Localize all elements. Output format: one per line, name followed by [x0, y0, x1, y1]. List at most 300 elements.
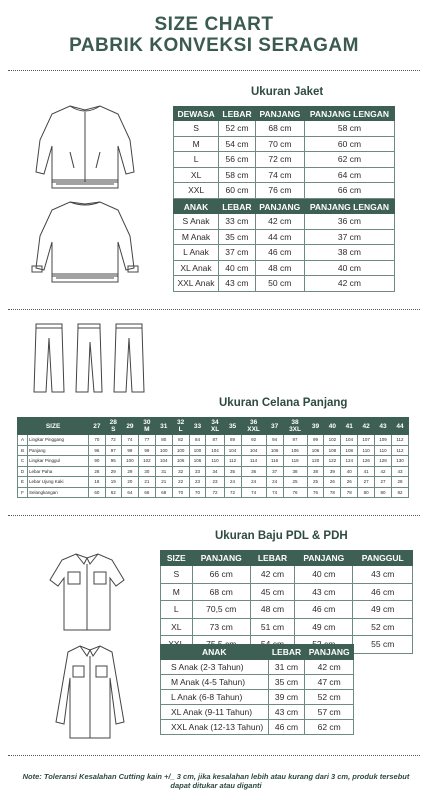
- table-row: [174, 214, 395, 230]
- size-number: 29: [126, 422, 134, 430]
- row-label: Panjang: [28, 445, 89, 456]
- size-cell: XL: [174, 167, 219, 183]
- value-cell: 66 cm: [304, 183, 394, 199]
- column-header: DEWASA: [174, 107, 219, 121]
- value-cell: 41: [358, 466, 375, 477]
- value-cell: 27: [358, 477, 375, 488]
- value-cell: 94: [266, 435, 283, 446]
- value-cell: 72: [224, 487, 241, 498]
- value-cell: 42 cm: [305, 660, 354, 675]
- value-cell: 99: [307, 435, 324, 446]
- size-cell: S: [174, 121, 219, 137]
- value-cell: 35 cm: [218, 229, 255, 245]
- value-cell: 66 cm: [192, 566, 250, 584]
- value-cell: 106: [189, 456, 206, 467]
- size-column-header: [155, 418, 172, 435]
- value-cell: 104: [155, 456, 172, 467]
- value-cell: 104: [206, 445, 224, 456]
- size-number: 27: [93, 422, 101, 430]
- value-cell: 29: [121, 466, 138, 477]
- size-number: 30: [143, 419, 151, 426]
- column-header: ANAK: [174, 200, 219, 214]
- size-cell: M: [161, 583, 193, 601]
- value-cell: 106: [283, 445, 307, 456]
- size-number: 31: [160, 422, 168, 430]
- value-cell: 31 cm: [268, 660, 305, 675]
- column-header: PANJANG LENGAN: [304, 107, 394, 121]
- value-cell: 49 cm: [295, 618, 353, 636]
- table-row: [18, 435, 409, 446]
- value-cell: 99: [138, 445, 155, 456]
- table-header-row: [174, 107, 395, 121]
- column-header: PANJANG: [295, 551, 353, 566]
- value-cell: 95: [105, 456, 121, 467]
- size-letter: S: [111, 426, 116, 433]
- value-cell: 60: [89, 487, 105, 498]
- table-row: [18, 487, 409, 498]
- size-column-header: [307, 418, 324, 435]
- value-cell: 112: [391, 435, 408, 446]
- column-header: LEBAR: [268, 645, 305, 660]
- value-cell: 48 cm: [255, 260, 304, 276]
- value-cell: 114: [241, 456, 266, 467]
- value-cell: 40 cm: [304, 260, 394, 276]
- value-cell: 74: [266, 487, 283, 498]
- value-cell: 37 cm: [218, 245, 255, 261]
- value-cell: 64: [121, 487, 138, 498]
- jacket-back-illustration: [30, 196, 140, 288]
- size-cell: M Anak (4-5 Tahun): [161, 675, 269, 690]
- value-cell: 74: [121, 435, 138, 446]
- value-cell: 112: [224, 456, 241, 467]
- size-column-header: [341, 418, 358, 435]
- value-cell: 58 cm: [219, 167, 256, 183]
- size-cell: S Anak (2-3 Tahun): [161, 660, 269, 675]
- value-cell: 97: [105, 445, 121, 456]
- value-cell: 25: [307, 477, 324, 488]
- size-column-header: [121, 418, 138, 435]
- value-cell: 43 cm: [268, 705, 305, 720]
- value-cell: 48 cm: [250, 601, 294, 619]
- value-cell: 36 cm: [304, 214, 394, 230]
- value-cell: 23: [206, 477, 224, 488]
- size-cell: L Anak (6-8 Tahun): [161, 690, 269, 705]
- value-cell: 37: [266, 466, 283, 477]
- jacket-front-illustration: [30, 100, 140, 192]
- value-cell: 72 cm: [255, 152, 304, 168]
- size-cell: XXL Anak (12-13 Tahun): [161, 720, 269, 735]
- column-header: LEBAR: [250, 551, 294, 566]
- divider: [8, 755, 420, 756]
- row-id: A: [18, 435, 28, 446]
- value-cell: 100: [155, 445, 172, 456]
- table-row: [174, 167, 395, 183]
- value-cell: 23: [189, 477, 206, 488]
- table-row: [174, 229, 395, 245]
- value-cell: 80: [358, 487, 375, 498]
- value-cell: 22: [172, 477, 189, 488]
- value-cell: 25: [283, 477, 307, 488]
- value-cell: 89: [224, 435, 241, 446]
- value-cell: 58 cm: [304, 121, 394, 137]
- value-cell: 34: [206, 466, 224, 477]
- size-number: 39: [311, 422, 320, 430]
- size-number: 37: [270, 422, 279, 430]
- row-label: Lebar Paha: [28, 466, 89, 477]
- value-cell: 46 cm: [268, 720, 305, 735]
- table-row: [161, 660, 354, 675]
- value-cell: 102: [324, 435, 341, 446]
- value-cell: 116: [266, 456, 283, 467]
- value-cell: 70,5 cm: [192, 601, 250, 619]
- value-cell: 40 cm: [218, 260, 255, 276]
- value-cell: 62: [105, 487, 121, 498]
- value-cell: 97: [283, 435, 307, 446]
- value-cell: 42 cm: [250, 566, 294, 584]
- table-row: [161, 720, 354, 735]
- value-cell: 128: [375, 456, 392, 467]
- size-cell: L Anak: [174, 245, 219, 261]
- table-row: [161, 566, 413, 584]
- divider: [8, 309, 420, 310]
- size-cell: S Anak: [174, 214, 219, 230]
- size-column-header: [324, 418, 341, 435]
- value-cell: 38: [307, 466, 324, 477]
- value-cell: 76: [283, 487, 307, 498]
- size-column-header: [358, 418, 375, 435]
- column-header: PANJANG: [305, 645, 354, 660]
- value-cell: 126: [358, 456, 375, 467]
- value-cell: 118: [283, 456, 307, 467]
- value-cell: 43 cm: [353, 566, 413, 584]
- value-cell: 40 cm: [295, 566, 353, 584]
- table-row: [174, 136, 395, 152]
- value-cell: 120: [307, 456, 324, 467]
- value-cell: 74 cm: [255, 167, 304, 183]
- value-cell: 43: [391, 466, 408, 477]
- column-header: PANJANG LENGAN: [304, 200, 394, 214]
- value-cell: 84: [189, 435, 206, 446]
- column-header: LEBAR: [219, 107, 256, 121]
- size-column-header: [206, 418, 224, 435]
- table-row: [161, 705, 354, 720]
- value-cell: 73 cm: [192, 618, 250, 636]
- row-label: Lingkar Pinggang: [28, 435, 89, 446]
- table-header-row: [161, 551, 413, 566]
- column-header: PANJANG: [255, 200, 304, 214]
- value-cell: 110: [206, 456, 224, 467]
- size-cell: XXL Anak: [174, 276, 219, 292]
- column-header: PANJANG: [255, 107, 304, 121]
- value-cell: 28: [89, 466, 105, 477]
- value-cell: 18: [89, 477, 105, 488]
- value-cell: 31: [155, 466, 172, 477]
- value-cell: 82: [172, 435, 189, 446]
- value-cell: 82: [391, 487, 408, 498]
- column-header: SIZE: [161, 551, 193, 566]
- value-cell: 107: [358, 435, 375, 446]
- value-cell: 26: [341, 477, 358, 488]
- table-row: [161, 583, 413, 601]
- pants-illustration: [28, 322, 148, 394]
- size-number: 43: [379, 422, 387, 430]
- value-cell: 100: [121, 456, 138, 467]
- value-cell: 96: [89, 445, 105, 456]
- value-cell: 104: [341, 435, 358, 446]
- value-cell: 39: [324, 466, 341, 477]
- value-cell: 45 cm: [250, 583, 294, 601]
- pdl-adult-table: [160, 550, 413, 654]
- value-cell: 78: [341, 487, 358, 498]
- size-number: 34: [211, 419, 219, 426]
- value-cell: 54 cm: [219, 136, 256, 152]
- value-cell: 38 cm: [304, 245, 394, 261]
- value-cell: 106: [172, 456, 189, 467]
- value-cell: 32: [172, 466, 189, 477]
- value-cell: 102: [138, 456, 155, 467]
- size-column-header: [172, 418, 189, 435]
- size-number: 41: [345, 422, 353, 430]
- column-header: PANGGUL: [353, 551, 413, 566]
- value-cell: 29: [105, 466, 121, 477]
- size-letter: L: [178, 426, 183, 433]
- size-cell: XXL: [174, 183, 219, 199]
- page-title: SIZE CHART: [154, 14, 274, 35]
- shirt-short-sleeve-illustration: [48, 550, 126, 632]
- value-cell: 56 cm: [219, 152, 256, 168]
- size-number: 32: [176, 419, 185, 426]
- size-column-header: [189, 418, 206, 435]
- table-row: [174, 121, 395, 137]
- size-number: 33: [193, 422, 202, 430]
- value-cell: 72: [206, 487, 224, 498]
- table-row: [174, 183, 395, 199]
- row-id: B: [18, 445, 28, 456]
- table-row: [174, 260, 395, 276]
- value-cell: 42 cm: [304, 276, 394, 292]
- size-number: 40: [328, 422, 336, 430]
- value-cell: 40: [341, 466, 358, 477]
- value-cell: 26: [324, 477, 341, 488]
- value-cell: 78: [324, 487, 341, 498]
- value-cell: 46 cm: [353, 583, 413, 601]
- value-cell: 62 cm: [304, 152, 394, 168]
- pants-size-table: [17, 417, 409, 498]
- value-cell: 64 cm: [304, 167, 394, 183]
- value-cell: 21: [155, 477, 172, 488]
- size-number: 28: [109, 419, 117, 426]
- value-cell: 46 cm: [295, 601, 353, 619]
- value-cell: 52 cm: [305, 690, 354, 705]
- value-cell: 50 cm: [255, 276, 304, 292]
- value-cell: 38: [283, 466, 307, 477]
- value-cell: 55 cm: [353, 636, 413, 654]
- size-column-header: [138, 418, 155, 435]
- value-cell: 110: [375, 445, 392, 456]
- size-cell: XL Anak (9-11 Tahun): [161, 705, 269, 720]
- value-cell: 108: [324, 445, 341, 456]
- value-cell: 106: [307, 445, 324, 456]
- page-subtitle: PABRIK KONVEKSI SERAGAM: [69, 35, 359, 56]
- divider: [8, 515, 420, 516]
- value-cell: 72: [105, 435, 121, 446]
- size-column-header: [391, 418, 408, 435]
- size-number: 42: [362, 422, 370, 430]
- column-header: ANAK: [161, 645, 269, 660]
- size-column-header: [283, 418, 307, 435]
- value-cell: 68: [155, 487, 172, 498]
- jacket-adult-table: [173, 106, 395, 199]
- value-cell: 98: [121, 445, 138, 456]
- value-cell: 70: [89, 435, 105, 446]
- value-cell: 74: [241, 487, 266, 498]
- table-row: [174, 245, 395, 261]
- divider: [8, 70, 420, 71]
- value-cell: 109: [375, 435, 392, 446]
- table-row: [18, 466, 409, 477]
- table-row: [174, 152, 395, 168]
- value-cell: 20: [121, 477, 138, 488]
- size-letter: 3XL: [289, 426, 301, 433]
- value-cell: 36: [241, 466, 266, 477]
- size-column-header: [266, 418, 283, 435]
- pdl-kids-table: [160, 644, 354, 735]
- size-cell: M: [174, 136, 219, 152]
- table-row: [161, 690, 354, 705]
- value-cell: 28: [391, 477, 408, 488]
- row-label: Selangkangan: [28, 487, 89, 498]
- tolerance-note: Note: Toleransi Kesalahan Cutting kain +/_ 3 cm, jika kesalahan lebih atau kurang dari 3 cm, produk tersebut dapat ditukar atau diganti: [22, 772, 410, 790]
- row-id: C: [18, 456, 28, 467]
- value-cell: 42 cm: [255, 214, 304, 230]
- value-cell: 70: [189, 487, 206, 498]
- table-row: [174, 276, 395, 292]
- value-cell: 77: [138, 435, 155, 446]
- value-cell: 42: [375, 466, 392, 477]
- value-cell: 92: [241, 435, 266, 446]
- value-cell: 68 cm: [255, 121, 304, 137]
- value-cell: 37 cm: [304, 229, 394, 245]
- value-cell: 52 cm: [219, 121, 256, 137]
- size-number: 36: [249, 419, 258, 426]
- size-letter: XL: [210, 426, 220, 433]
- size-cell: L: [161, 601, 193, 619]
- value-cell: 19: [105, 477, 121, 488]
- value-cell: 104: [241, 445, 266, 456]
- value-cell: 35 cm: [268, 675, 305, 690]
- value-cell: 30: [138, 466, 155, 477]
- size-column-header: [375, 418, 392, 435]
- size-column-header: [224, 418, 241, 435]
- value-cell: 33: [189, 466, 206, 477]
- value-cell: 60 cm: [304, 136, 394, 152]
- value-cell: 76: [307, 487, 324, 498]
- size-number: 38: [291, 419, 299, 426]
- size-cell: L: [174, 152, 219, 168]
- pdl-section-title: Ukuran Baju PDL & PDH: [215, 530, 348, 542]
- size-cell: M Anak: [174, 229, 219, 245]
- value-cell: 112: [391, 445, 408, 456]
- column-header: SIZE: [18, 418, 89, 435]
- size-letter: M: [144, 426, 150, 433]
- size-column-header: [105, 418, 121, 435]
- table-row: [161, 618, 413, 636]
- table-row: [18, 456, 409, 467]
- value-cell: 70: [172, 487, 189, 498]
- table-row: [161, 601, 413, 619]
- value-cell: 87: [206, 435, 224, 446]
- jacket-kids-table: [173, 199, 395, 292]
- value-cell: 130: [391, 456, 408, 467]
- row-id: F: [18, 487, 28, 498]
- size-cell: S: [161, 566, 193, 584]
- value-cell: 46 cm: [255, 245, 304, 261]
- value-cell: 39 cm: [268, 690, 305, 705]
- pants-section-title: Ukuran Celana Panjang: [219, 397, 348, 409]
- table-row: [18, 477, 409, 488]
- value-cell: 104: [224, 445, 241, 456]
- value-cell: 24: [266, 477, 283, 488]
- row-label: Lebar Ujung Kaki: [28, 477, 89, 488]
- size-cell: XL: [161, 618, 193, 636]
- size-number: 35: [228, 422, 237, 430]
- value-cell: 122: [324, 456, 341, 467]
- value-cell: 100: [172, 445, 189, 456]
- row-id: E: [18, 477, 28, 488]
- size-column-header: [89, 418, 105, 435]
- value-cell: 51 cm: [250, 618, 294, 636]
- value-cell: 70 cm: [255, 136, 304, 152]
- value-cell: 80: [375, 487, 392, 498]
- table-row: [18, 445, 409, 456]
- size-cell: XL Anak: [174, 260, 219, 276]
- value-cell: 35: [224, 466, 241, 477]
- value-cell: 124: [341, 456, 358, 467]
- value-cell: 108: [341, 445, 358, 456]
- table-header-row: [174, 200, 395, 214]
- value-cell: 43 cm: [218, 276, 255, 292]
- value-cell: 57 cm: [305, 705, 354, 720]
- value-cell: 43 cm: [295, 583, 353, 601]
- value-cell: 68 cm: [192, 583, 250, 601]
- value-cell: 52 cm: [353, 618, 413, 636]
- value-cell: 76 cm: [255, 183, 304, 199]
- value-cell: 60 cm: [219, 183, 256, 199]
- value-cell: 62 cm: [305, 720, 354, 735]
- column-header: PANJANG: [192, 551, 250, 566]
- size-column-header: [241, 418, 266, 435]
- table-row: [161, 675, 354, 690]
- shirt-long-sleeve-illustration: [50, 642, 130, 742]
- value-cell: 106: [266, 445, 283, 456]
- value-cell: 49 cm: [353, 601, 413, 619]
- value-cell: 90: [89, 456, 105, 467]
- column-header: LEBAR: [218, 200, 255, 214]
- size-number: 44: [396, 422, 404, 430]
- value-cell: 24: [241, 477, 266, 488]
- value-cell: 80: [155, 435, 172, 446]
- size-letter: XXL: [247, 426, 260, 433]
- row-id: D: [18, 466, 28, 477]
- value-cell: 47 cm: [305, 675, 354, 690]
- value-cell: 27: [375, 477, 392, 488]
- row-label: Lingkar Pinggul: [28, 456, 89, 467]
- table-header-row: [161, 645, 354, 660]
- value-cell: 33 cm: [218, 214, 255, 230]
- value-cell: 66: [138, 487, 155, 498]
- jacket-section-title: Ukuran Jaket: [251, 86, 324, 98]
- value-cell: 100: [189, 445, 206, 456]
